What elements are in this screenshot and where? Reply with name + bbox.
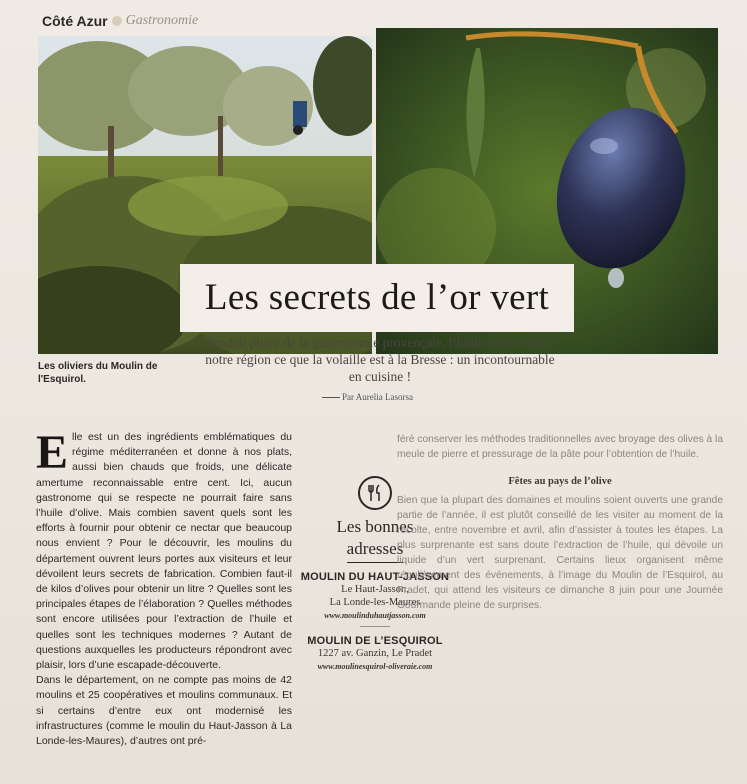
addresses-heading-1: Les bonnes (336, 517, 414, 536)
page-header (42, 13, 198, 29)
title-box (180, 264, 574, 332)
separator-dot-icon (112, 16, 122, 26)
address-url[interactable]: www.moulinduhautjasson.com (324, 611, 426, 620)
body-column-1 (36, 426, 292, 749)
rubric-label: Gastronomie (125, 13, 199, 28)
address-url[interactable]: www.moulinesquirol-oliveraie.com (317, 662, 433, 671)
byline-rule (322, 397, 340, 398)
address-line: 1227 av. Ganzin, Le Pradet (317, 648, 433, 659)
body-paragraph-4: Bien que la plupart des domaines et moulins soient ouverts une grande partie de l’année, il est plutôt conseillé de les visiter au moment de la récolte, entre novembre et avril, afin d’assister à toutes les étapes. La plus surprenante est sans doute l’extraction de l’huile, qui dévoile un liquide d’un vert surprenant. Certains lieux organisent même régulièrement des événements, à l’image du Moulin de l’Esquirol, au Pradet, qui attend les visiteurs ce dimanche 8 juin pour une Journée Gourmande pleine de surprises. (397, 495, 723, 611)
divider (360, 626, 390, 627)
photo-caption: Les oliviers du Moulin de l'Esquirol. (38, 361, 158, 385)
addresses-heading-2: adresses (347, 538, 404, 563)
drop-cap: E (36, 426, 69, 479)
article-lead: Produit phare de la gastronomie provençale, l’huile d’olive est à notre région ce que la volaille est à la Bresse : un incontournable en cuisine ! (205, 335, 555, 384)
address-name: MOULIN DE L’ESQUIROL (307, 635, 443, 647)
fork-knife-icon (358, 476, 392, 510)
byline-text: Par Aurelia Lasorsa (342, 392, 413, 402)
address-line: La Londe-les-Maures (329, 597, 421, 608)
body-paragraph-3: féré conserver les méthodes traditionnelles avec broyage des olives à la meule de pierre et pressurage de la pâte pour l’obtention de l’huile. (397, 434, 723, 460)
body-column-3 (397, 432, 723, 613)
article-title: Les secrets de l’or vert (204, 277, 550, 318)
byline (322, 392, 413, 402)
address-name: MOULIN DU HAUT-JASSON (300, 571, 450, 583)
body-paragraph-2: Dans le département, on ne compte pas moins de 42 moulins et 25 coopératives et moulins communaux. Et si certains d’entre eux ont modernisé les infrastructures (comme le moulin du Haut-Jasson à La Londe-les-Maures), d’autres ont pré- (36, 674, 292, 748)
address-line: Le Haut-Jasson, (341, 584, 409, 595)
body-paragraph-1: lle est un des ingrédients emblématiques du régime méditerranéen et donne à nos plats, aussi bien chauds que froids, une délicate amertume reconnaissable entre cent. Ici, aucun gastronome qui se respecte ne pourrait faire sans l’huile d’olive. Mais combien savent quels sont les efforts à fournir pour obtenir ce nectar que beaucoup nous envient ? Pour le découvrir, les moulins du département ouvrent leurs portes aux visiteurs et leur dévoilent leurs secrets de fabrication. Combien faut-il de kilos d’olives pour obtenir un litre ? Quelles sont les principales étapes de l’élaboration ? Quelles méthodes sont encore utilisées pour l’extraction de l’huile et quelles sont les techniques modernes ? Autant de questions auxquelles les producteurs répondront avec plaisir, lors d’une escapade-découverte. (36, 431, 292, 672)
subheading: Fêtes au pays de l’olive (508, 476, 612, 487)
section-label: Côté Azur (42, 13, 108, 29)
